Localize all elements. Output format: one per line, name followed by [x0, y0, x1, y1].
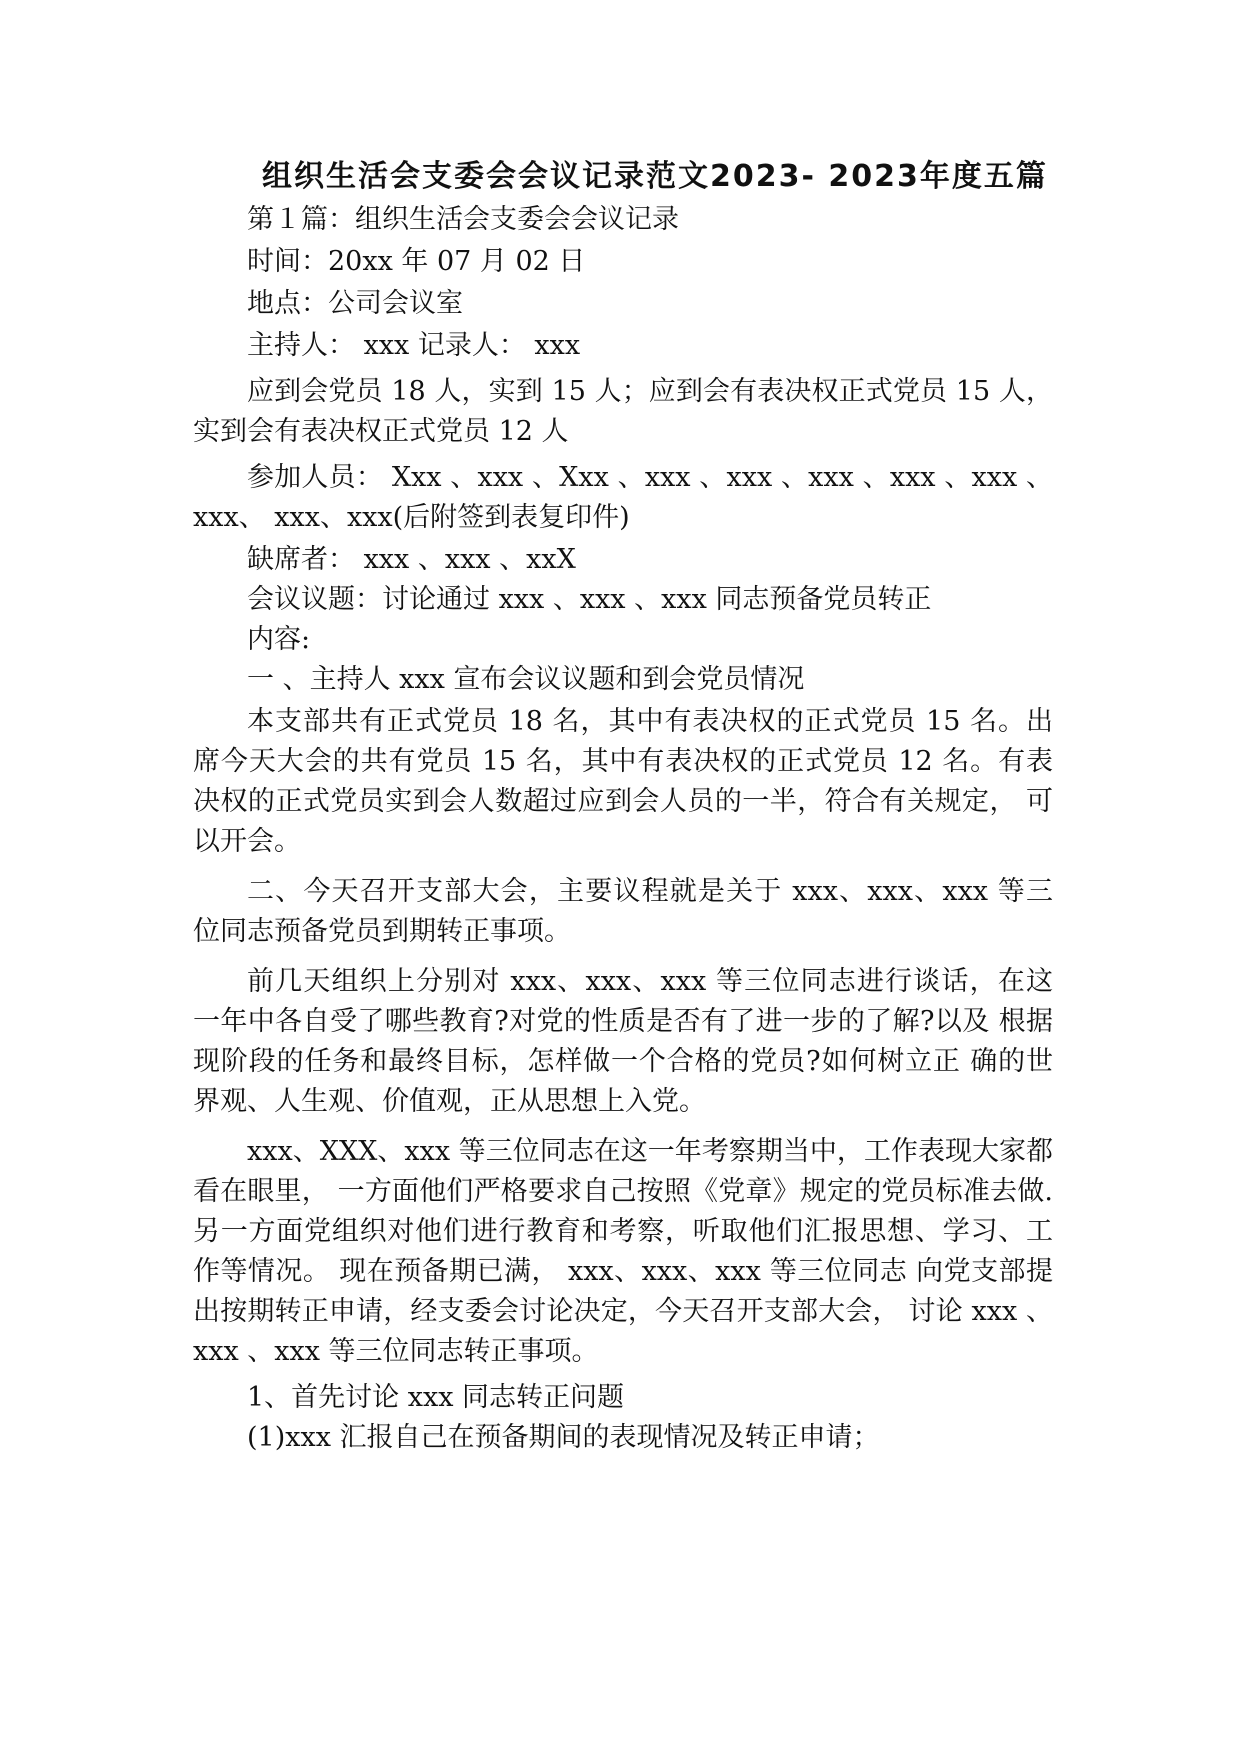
item-one-heading: 1、首先讨论 xxx 同志转正问题 — [247, 1382, 625, 1413]
agenda-paragraph: 二、今天召开支部大会，主要议程就是关于 xxx、xxx、xxx 等三 位同志预备党员到期转正事项。 — [193, 876, 1053, 947]
talks-paragraph: 前几天组织上分别对 xxx、xxx、xxx 等三位同志进行谈话，在这 一年中各自受了哪些教育?对党的性质是否有了进一步的了解?以及 根据现阶段的任务和最终目标，怎样做一个合格的党员?如何树立正 确的世界观、人生观、价值观，正从思想上入党。 — [193, 966, 1053, 1117]
item-one-sub: (1)xxx 汇报自己在预备期间的表现情况及转正申请； — [247, 1422, 880, 1453]
chapter-heading: 第１篇：组织生活会支委会会议记录 — [247, 204, 679, 235]
meeting-agenda: 会议议题：讨论通过 xxx 、xxx 、xxx 同志预备党员转正 — [247, 584, 932, 615]
content-label: 内容: — [247, 624, 311, 655]
participants-paragraph: 参加人员： Xxx 、xxx 、Xxx 、xxx 、xxx 、xxx 、xxx 、xxx 、xxx、 xxx、xxx(后附签到表复印件) — [193, 462, 1053, 533]
members-paragraph: 本支部共有正式党员 18 名，其中有表决权的正式党员 15 名。出 席今天大会的共有党员 15 名，其中有表决权的正式党员 12 名。有表 决权的正式党员实到会人数超过应到会人员的一半，符合有关规定， 可以开会。 — [193, 706, 1053, 857]
absentees: 缺席者： xxx 、xxx 、xxX — [247, 544, 576, 575]
review-paragraph: xxx、XXX、xxx 等三位同志在这一年考察期当中，工作表现大家都看在眼里， 一方面他们严格要求自己按照《党章》规定的党员标准去做. 另一方面党组织对他们进行教育和考察，听取他们汇报思想、学习、工作等情况。 现在预备期已满， xxx、xxx、xxx 等三位同志 向党支部提出按期转正申请，经支委会讨论决定，今天召开支部大会， 讨论 xxx 、xxx 、xxx 等三位同志转正事项。 — [193, 1136, 1053, 1367]
host-and-recorder: 主持人： xxx 记录人： xxx — [247, 330, 581, 361]
document-body — [193, 200, 1053, 1458]
meeting-place: 地点：公司会议室 — [247, 288, 463, 319]
attendance-paragraph: 应到会党员 18 人，实到 15 人；应到会有表决权正式党员 15 人， 实到会有表决权正式党员 12 人 — [193, 376, 1053, 447]
meeting-time: 时间：20xx 年 07 月 02 日 — [247, 246, 586, 277]
document-title: 组织生活会支委会会议记录范文2023- 2023年度五篇 — [262, 159, 1048, 194]
section-one-heading: 一 、主持人 xxx 宣布会议议题和到会党员情况 — [247, 664, 805, 695]
